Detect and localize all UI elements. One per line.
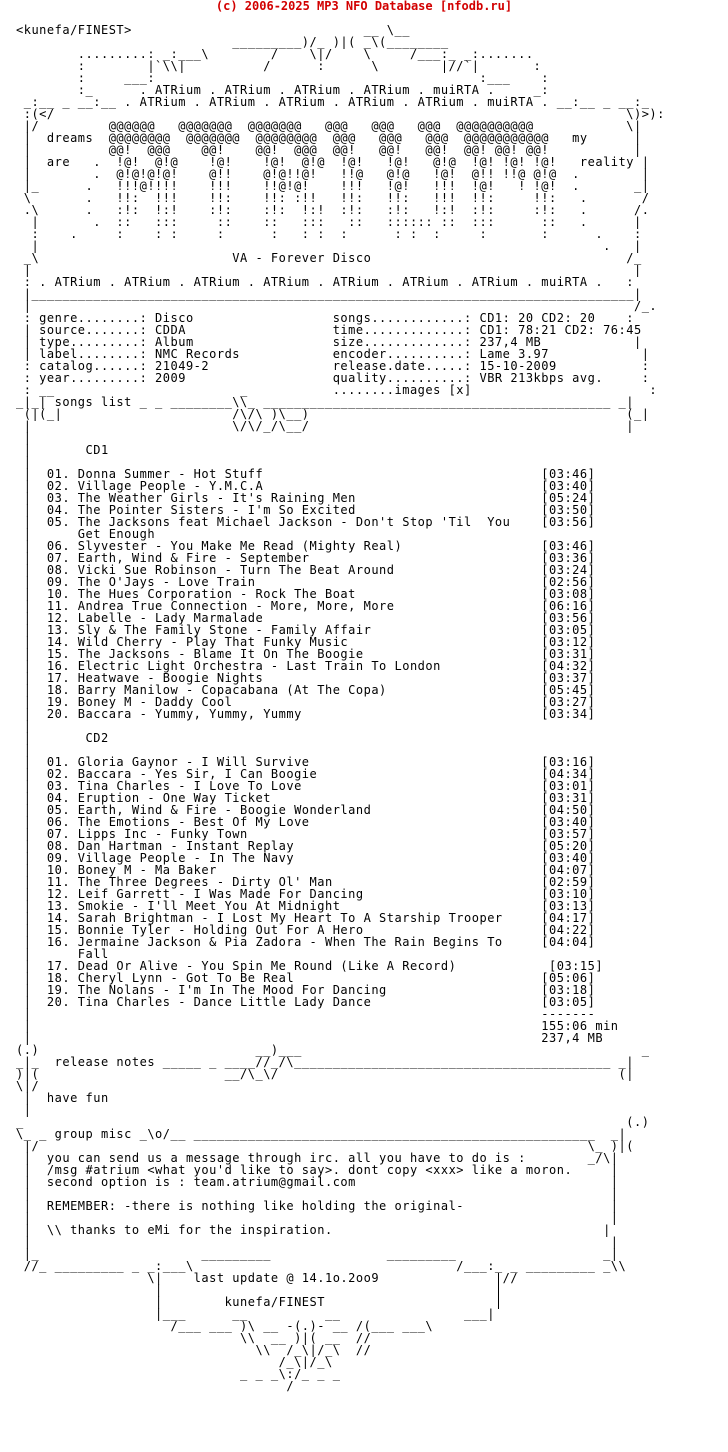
nfo-line: | 06. The Emotions - Best Of My Love [03:40] — [16, 815, 596, 829]
nfo-line: | 05. Earth, Wind & Fire - Boogie Wonderland [04:50] — [16, 803, 596, 817]
nfo-line: \ . !!: !!! !!: !!: :!! !!: !!: !!! !!: !!: . / — [16, 191, 650, 205]
nfo-line: | 02. Baccara - Yes Sir, I Can Boogie [04:34] — [16, 767, 596, 781]
nfo-line: | | — [16, 1283, 503, 1297]
nfo-line: | 10. The Hues Corporation - Rock The Boat [03:08] — [16, 587, 596, 601]
nfo-line: _\ VA - Forever Disco /_ — [16, 251, 642, 265]
nfo-line: | | — [16, 263, 642, 277]
nfo-line: (.) __)___ _ — [16, 1043, 650, 1057]
nfo-line: | — [16, 431, 32, 445]
nfo-line: | 03. The Weather Girls - It's Raining Men [05:24] — [16, 491, 596, 505]
nfo-line: | 20. Tina Charles - Dance Little Lady Dance [03:05] — [16, 995, 596, 1009]
nfo-line: | are . !@! @!@ !@! !@! @!@ !@! !@! @!@ !@! !@! !@! reality | — [16, 155, 650, 169]
nfo-line: | 02. Village People - Y.M.C.A [03:40] — [16, 479, 596, 493]
nfo-line: | | — [16, 1235, 619, 1249]
nfo-text — [16, 24, 665, 1392]
nfo-line: | 06. Slyvester - You Make Me Read (Mighty Real) [03:46] — [16, 539, 596, 553]
nfo-line: _ (.) — [16, 1115, 650, 1129]
nfo-line: | 11. The Three Degrees - Dirty Ol' Man [02:59] — [16, 875, 596, 889]
nfo-line: //_ _________ _ _:___\ /___:_ _ _________ _\\ — [16, 1259, 627, 1273]
nfo-line: |/ @@@@@@ @@@@@@@ @@@@@@@ @@@ @@@ @@@ @@@@@@@@@@ \| — [16, 119, 642, 133]
nfo-line: | 12. Leif Garrett - I Was Made For Dancing [03:10] — [16, 887, 596, 901]
nfo-line: | 237,4 MB — [16, 1031, 604, 1045]
nfo-line: \|/ — [16, 1079, 40, 1093]
nfo-line: | 07. Earth, Wind & Fire - September [03:36] — [16, 551, 596, 565]
nfo-line: | 11. Andrea True Connection - More, More, More [06:16] — [16, 599, 596, 613]
nfo-line: /___ ___ )\ __ -(.)- __ /(___ ___\ — [16, 1319, 434, 1333]
nfo-line: | 18. Cheryl Lynn - Got To Be Real [05:06] — [16, 971, 596, 985]
nfo-line: _ _ _\:/_ _ _ — [16, 1367, 341, 1381]
nfo-line: | 03. Tina Charles - I Love To Love [03:01] — [16, 779, 596, 793]
nfo-line: .\ . :!: !:! :!: :!: !:! :!: :!: !:! :!: :!: . /. — [16, 203, 650, 217]
nfo-line: | 07. Lipps Inc - Funky Town [03:57] — [16, 827, 596, 841]
nfo-line: _:__ _ __:__ . ATRium . ATRium . ATRium . ATRium . ATRium . muiRTA . __:__ _ __:_ — [16, 95, 650, 109]
nfo-line: | \/\/_/\__/ | — [16, 419, 634, 433]
nfo-line: | have fun — [16, 1091, 109, 1105]
nfo-line: :_ . ATRium . ATRium . ATRium . ATRium . muiRTA . _: — [16, 83, 549, 97]
nfo-line: : genre........: Disco songs............: CD1: 20 CD2: 20 : — [16, 311, 634, 325]
nfodb-header: (c) 2006-2025 MP3 NFO Database [nfodb.ru] — [215, 0, 513, 13]
nfo-line: | 15. Bonnie Tyler - Holding Out For A Hero [04:22] — [16, 923, 596, 937]
nfo-line: |_ . !!!@!!!! !!! !!@!@! !!! !@! !!! !@! ! !@! . _| — [16, 179, 650, 193]
nfo-line: |_ _________ _________ _| — [16, 1247, 619, 1261]
nfo-line: _________)/_ )|( _\(________ — [16, 35, 449, 49]
nfo-line: | — [16, 1103, 32, 1117]
nfo-line: | 13. Sly & The Family Stone - Family Affair [03:05] — [16, 623, 596, 637]
nfo-line: | | — [16, 1211, 619, 1225]
nfo-line: | label........: NMC Records encoder..........: Lame 3.97 | — [16, 347, 650, 361]
nfo-line: <kunefa/FINEST> __ \__ — [16, 23, 410, 37]
nfo-line: | 20. Baccara - Yummy, Yummy, Yummy [03:34] — [16, 707, 596, 721]
nfo-line: | 01. Donna Summer - Hot Stuff [03:46] — [16, 467, 596, 481]
nfo-line: | 19. The Nolans - I'm In The Mood For Dancing [03:18] — [16, 983, 596, 997]
nfo-line: | 08. Dan Hartman - Instant Replay [05:20] — [16, 839, 596, 853]
nfo-line: | dreams @@@@@@@@ @@@@@@@ @@@@@@@@ @@@ @@@ @@@ @@@@@@@@@@@ my | — [16, 131, 642, 145]
nfo-line: | 08. Vicki Sue Robinson - Turn The Beat Around [03:24] — [16, 563, 596, 577]
nfo-line: |______________________________________________________________________________| — [16, 287, 642, 301]
nfo-line: | source.......: CDDA time.............: CD1: 78:21 CD2: 76:45 — [16, 323, 642, 337]
nfo-line: | REMEMBER: -there is nothing like holding the original- | — [16, 1199, 619, 1213]
nfo-line: | 16. Jermaine Jackson & Pia Zadora - When The Rain Begins To [04:04] — [16, 935, 596, 949]
nfo-line: | CD2 — [16, 731, 109, 745]
nfo-line: | 16. Electric Light Orchestra - Last Train To London [04:32] — [16, 659, 596, 673]
nfo-line: : catalog......: 21049-2 release.date.....: 15-10-2009 : — [16, 359, 650, 373]
nfo-line: : year.........: 2009 quality..........: VBR 213kbps avg. : — [16, 371, 650, 385]
nfo-line: | 13. Smokie - I'll Meet You At Midnight [03:13] — [16, 899, 596, 913]
nfo-line: | Fall — [16, 947, 109, 961]
nfo-line: | 19. Boney M - Daddy Cool [03:27] — [16, 695, 596, 709]
nfo-line: | 09. The O'Jays - Love Train [02:56] — [16, 575, 596, 589]
nfo-line: | 14. Sarah Brightman - I Lost My Heart To A Starship Trooper [04:17] — [16, 911, 596, 925]
nfo-line: | ------- — [16, 1007, 596, 1021]
nfo-line: : ___: :___ : — [16, 71, 549, 85]
nfo-line: | 17. Dead Or Alive - You Spin Me Round (Like A Record) [03:15] — [16, 959, 604, 973]
nfo-line: | 04. The Pointer Sisters - I'm So Excited [03:50] — [16, 503, 596, 517]
nfo-line: | — [16, 455, 32, 469]
nfo-line: |___ __ __ ___| — [16, 1307, 495, 1321]
nfo-line: | /msg #atrium <what you'd like to say>. dont copy <xxx> like a moron. | — [16, 1163, 619, 1177]
nfo-line: | 01. Gloria Gaynor - I Will Survive [03:16] — [16, 755, 596, 769]
nfo-line: : |`\\| / : \ |//`| : — [16, 59, 542, 73]
nfo-line: : . ATRium . ATRium . ATRium . ATRium . ATRium . ATRium . ATRium . muiRTA . : — [16, 275, 634, 289]
nfo-line: | 12. Labelle - Lady Marmalade [03:56] — [16, 611, 596, 625]
nfo-line: | | — [16, 1187, 619, 1201]
nfo-line: / — [16, 1379, 295, 1393]
nfo-line: \_ _ group misc _\o/__ ____________________________________________________ _| — [16, 1127, 627, 1141]
nfo-line: /_\|/_\ — [16, 1355, 333, 1369]
nfo-line: \| last update @ 14.1o.2oo9 |// — [16, 1271, 519, 1285]
nfo-line: .........: _:___\ / \|/ \ /___:_ _:....... — [16, 47, 534, 61]
nfo-line: | . | — [16, 239, 642, 253]
nfo-line: | kunefa/FINEST | — [16, 1295, 503, 1309]
nfo-line: | 15. The Jacksons - Blame It On The Boogie [03:31] — [16, 647, 596, 661]
nfo-line: | — [16, 743, 32, 757]
nfo-line: | /_. — [16, 299, 658, 313]
nfo-line: (|(_| /\/\ )\__) (_| — [16, 407, 650, 421]
nfo-line: | you can send us a message through irc. all you have to do is : _/\| — [16, 1151, 619, 1165]
nfo-line: | 10. Boney M - Ma Baker [04:07] — [16, 863, 596, 877]
nfo-line: | 05. The Jacksons feat Michael Jackson - Don't Stop 'Til You [03:56] — [16, 515, 596, 529]
nfo-line: | 04. Eruption - One Way Ticket [03:31] — [16, 791, 596, 805]
nfo-line: : . : : : : : : : : : : : : : . : — [16, 227, 642, 241]
nfo-line: : __ _ ........images [x] : — [16, 383, 658, 397]
nfo-line: | — [16, 719, 32, 733]
nfo-line: | @@! @@@ @@! @@! @@@ @@! @@! @@! @@! @@! @@! | — [16, 143, 642, 157]
nfo-line: _|_| songs list _ _ ________\\_ _____________________________________________ _| — [16, 395, 634, 409]
nfo-line: | . @!@!@!@! @!! @!@!!@! !!@ @!@ !@! @!! !!@ @!@ . | — [16, 167, 650, 181]
nfo-line: )|( __/\_\/ (| — [16, 1067, 634, 1081]
nfo-line: | 14. Wild Cherry - Play That Funky Music [03:12] — [16, 635, 596, 649]
nfo-line: | 18. Barry Manilow - Copacabana (At The Copa) [05:45] — [16, 683, 596, 697]
nfo-line: | second option is : team.atrium@gmail.com | — [16, 1175, 619, 1189]
nfo-line: \\ /_\|/_\ // — [16, 1343, 372, 1357]
nfo-line: | CD1 — [16, 443, 109, 457]
nfo-line: | . :: ::: :: :: ::: :: :::::: :: ::: :: . | — [16, 215, 642, 229]
nfo-line: | 17. Heatwave - Boogie Nights [03:37] — [16, 671, 596, 685]
nfo-line: | Get Enough — [16, 527, 156, 541]
nfo-line: :(</ \)>): — [16, 107, 665, 121]
nfo-line: | \\ thanks to eMi for the inspiration. | — [16, 1223, 611, 1237]
nfo-line: |/ \_ )|( — [16, 1139, 634, 1153]
nfo-line: | type.........: Album size.............: 237,4 MB | — [16, 335, 642, 349]
nfo-line: | 155:06 min — [16, 1019, 619, 1033]
nfo-line: | 09. Village People - In The Navy [03:40] — [16, 851, 596, 865]
nfo-line: _|_ release notes _____ _ ____//_/\_________________________________________ _| — [16, 1055, 634, 1069]
nfo-line: \\ __ )|( __ // — [16, 1331, 372, 1345]
